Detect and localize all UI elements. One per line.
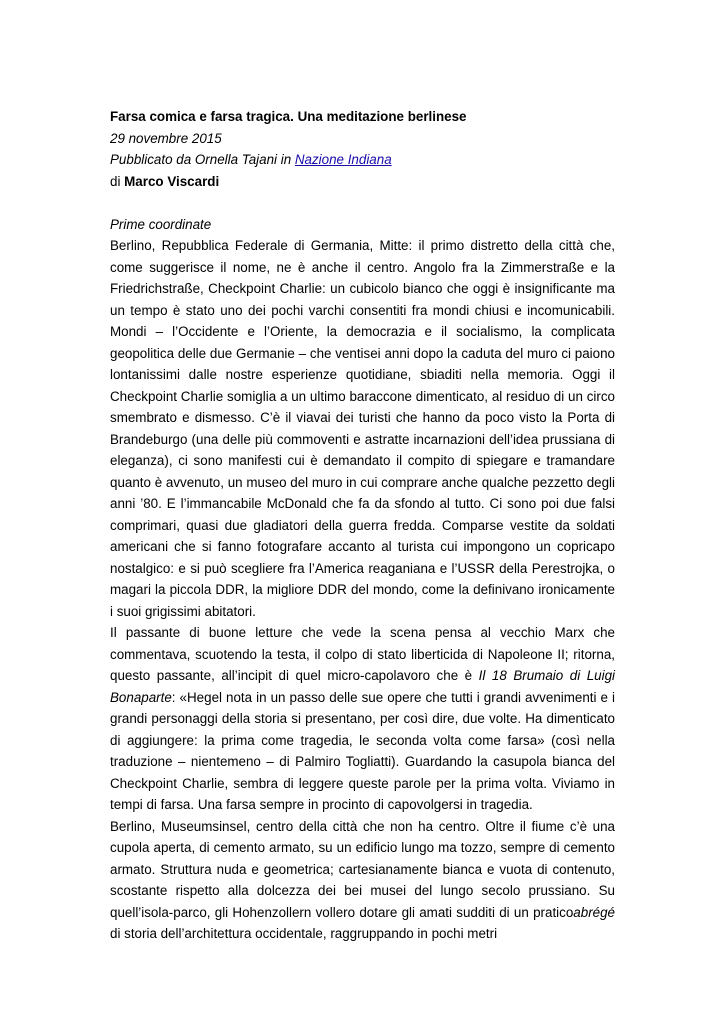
- publication-date: 29 novembre 2015: [110, 130, 222, 146]
- abrege-word: abrégé: [573, 904, 615, 920]
- author-line: [110, 171, 615, 193]
- author-name: Marco Viscardi: [124, 173, 220, 189]
- published-by-line: [110, 149, 615, 171]
- paragraph-3: [110, 816, 615, 945]
- nazione-indiana-link[interactable]: Nazione Indiana: [294, 152, 392, 167]
- document-page: [110, 106, 615, 945]
- paragraph-1: Berlino, Repubblica Federale di Germania, Mitte: il primo distretto della città che, come suggerisce il nome, ne è anche il centro. Angolo fra la Zimmerstraße e la Friedrichstraße, Checkpoint Charlie: un cubicolo bianco che oggi è insignificante ma un tempo è stato uno dei pochi varchi consentiti fra mondi chiusi e incomunicabili. Mondi – l’Occidente e l’Oriente, la democrazia e il socialismo, la complicata geopolitica delle due Germanie – che ventisei anni dopo la caduta del muro ci paiono lontanissimi dalle nostre esperienze quotidiane, sbiaditi nella memoria. Oggi il Checkpoint Charlie somiglia a un ultimo baraccone dimenticato, al residuo di un circo smembrato e dismesso. C’è il viavai dei turisti che hanno da poco visto la Porta di Brandeburgo (una delle più commoventi e astratte incarnazioni dell’idea prussiana di eleganza), ci sono manifesti cui è demandato il compito di spiegare e tramandare quanto è avvenuto, un museo del muro in cui comprare anche qualche pezzetto degli anni ’80. E l’immancabile McDonald che fa da sfondo al tutto. Ci sono poi due falsi comprimari, quasi due gladiatori della guerra fredda. Comparse vestite da soldati americani che si fanno fotografare accanto al turista cui impongono un copricapo nostalgico: e si può scegliere fra l’America reaganiana e l’USSR della Perestrojka, o magari la piccola DDR, la migliore DDR del mondo, come la definivano ironicamente i suoi grigissimi abitatori.: [110, 238, 615, 619]
- paragraph-3-start: Berlino, Museumsinsel, centro della città che non ha centro. Oltre il fiume c’è una cupola aperta, di cemento armato, su un edificio lungo ma tozzo, sempre di cemento armato. Struttura nuda e geometrica; cartesianamente bianca e vuota di contenuto, scostante rispetto alla dolcezza dei bei musei del lungo secolo prussiano. Su quell’isola-parco, gli Hohenzollern vollero dotare gli amati sudditi di un pratico: [110, 818, 615, 920]
- section-heading: Prime coordinate: [110, 216, 212, 232]
- author-prefix: di: [110, 173, 125, 189]
- article-title: Farsa comica e farsa tragica. Una meditazione berlinese: [110, 109, 467, 124]
- paragraph-3-end: di storia dell’architettura occidentale, raggruppando in pochi metri: [110, 926, 498, 941]
- paragraph-2-start: Il passante di buone letture che vede la scena pensa al vecchio Marx che commentava, scuotendo la testa, il colpo di stato liberticida di Napoleone II; ritorna, questo passante, all’incipit di quel micro-capolavoro che è: [110, 625, 615, 683]
- spacer: [110, 192, 615, 214]
- paragraph-2: [110, 622, 615, 816]
- published-by-text: Pubblicato da Ornella Tajani in: [110, 152, 295, 167]
- book-title: Il 18 Brumaio di Luigi Bonaparte: [110, 668, 615, 705]
- paragraph-2-end: : «Hegel nota in un passo delle sue opere che tutti i grandi avvenimenti e i grandi personaggi della storia si presentano, per così dire, due volte. Ha dimenticato di aggiungere: la prima come tragedia, le seconda volta come farsa» (così nella traduzione – nientemeno – di Palmiro Togliatti). Guardando la casupola bianca del Checkpoint Charlie, sembra di leggere queste parole per la prima volta. Viviamo in tempi di farsa. Una farsa sempre in procinto di capovolgersi in tragedia.: [110, 689, 615, 812]
